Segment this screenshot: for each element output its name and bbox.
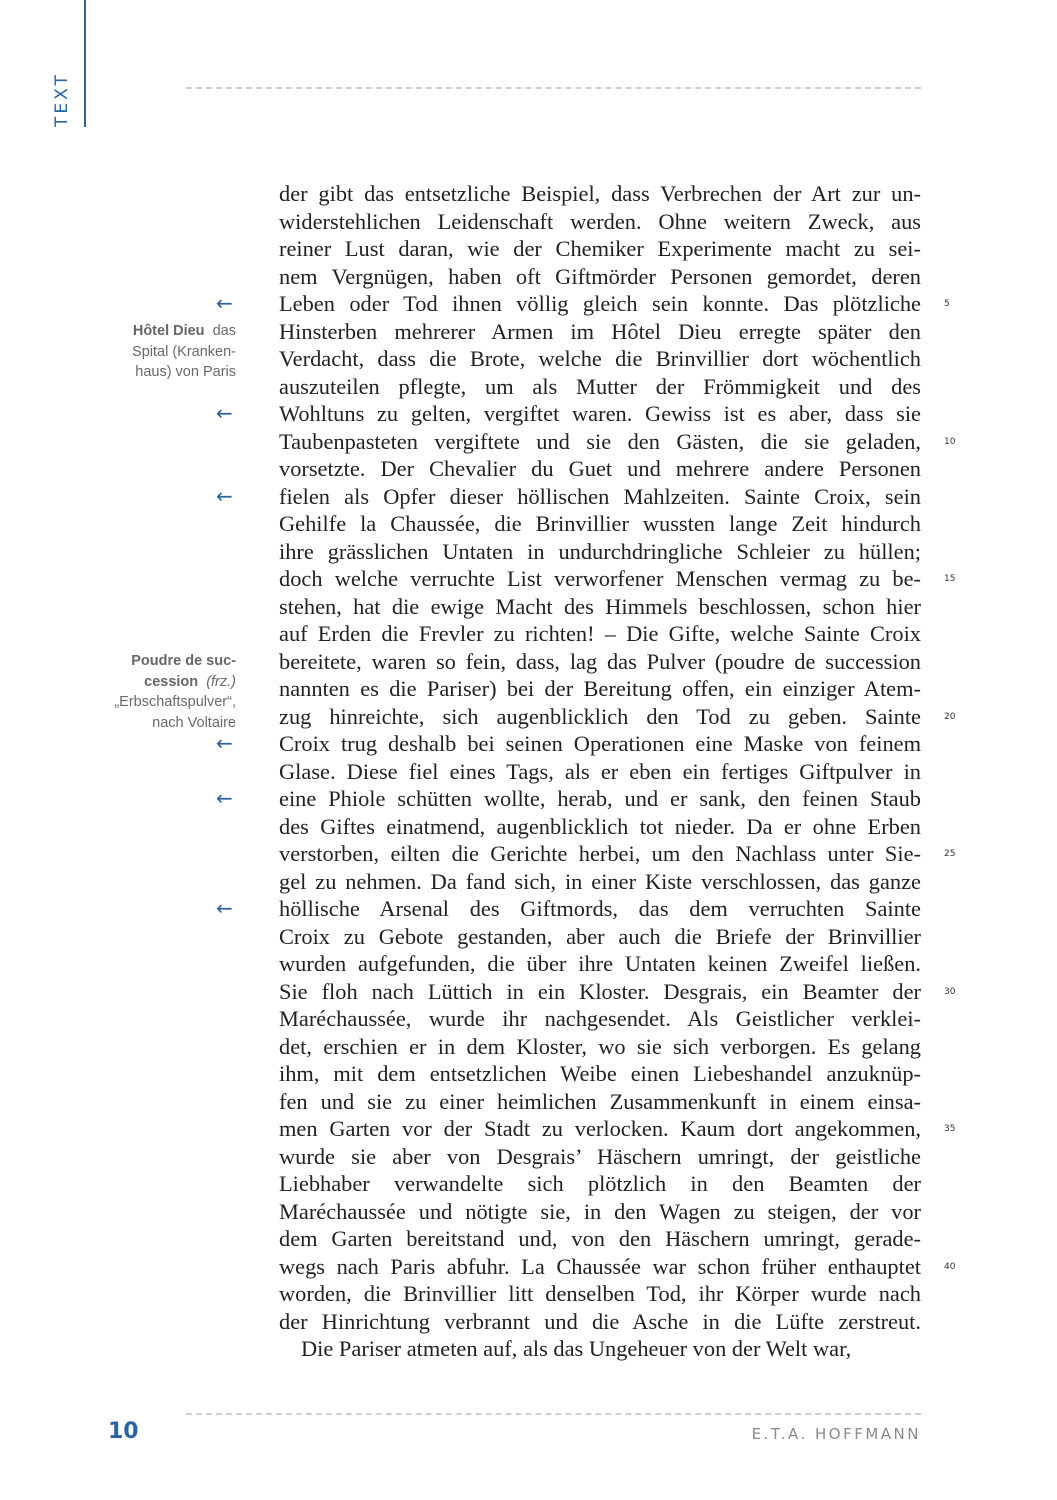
text-line: ihm, mit dem entsetzlichen Weibe einen Liebeshandel anzuknüp- [279, 1061, 921, 1086]
note-text: „Erbschaftspulver“, [114, 694, 236, 710]
line-number: 5 [944, 299, 950, 309]
text-line: Wohltuns zu gelten, vergiftet waren. Gewiss ist es aber, dass sie [279, 401, 921, 426]
text-line: det, erschien er in dem Kloster, wo sie sich verborgen. Es gelang [279, 1033, 921, 1059]
text-line: auf Erden die Frevler zu richten! – Die Gifte, welche Sainte Croix [279, 621, 921, 646]
left-arrow-icon: ← [216, 786, 233, 810]
note-term: Hôtel Dieu [132, 323, 205, 339]
text-line: Maréchaussée und nötigte sie, in den Wagen zu steigen, der vor [279, 1198, 921, 1224]
text-line: der gibt das entsetzliche Beispiel, dass Verbrechen der Art zur un- [279, 181, 921, 206]
text-line: Leben oder Tod ihnen völlig gleich sein konnte. Das plötzliche [279, 291, 921, 316]
text-line: reiner Lust daran, wie der Chemiker Experimente macht zu sei- [279, 236, 921, 261]
note-lang: (frz.) [206, 673, 236, 690]
note-text: das [212, 323, 236, 339]
text-line: eine Phiole schütten wollte, herab, und er sank, den feinen Staub [279, 786, 921, 811]
text-line: wegs nach Paris abfuhr. La Chaussée war schon früher enthauptet [279, 1253, 921, 1279]
text-line: widerstehlichen Leidenschaft werden. Ohne weitern Zweck, aus [279, 208, 921, 234]
note-term: Poudre de suc- [131, 653, 236, 669]
text-line: verstorben, eilten die Gerichte herbei, um den Nachlass unter Sie- [279, 841, 921, 866]
header-rule [84, 0, 86, 127]
text-line: men Garten vor der Stadt zu verlocken. Kaum dort angekommen, [279, 1116, 921, 1141]
line-number: 25 [944, 849, 956, 859]
text-line: der Hinrichtung verbrannt und die Asche in die Lüfte zerstreut. [279, 1308, 921, 1334]
text-line: Sie floh nach Lüttich in ein Kloster. Desgrais, ein Beamter der [279, 978, 921, 1004]
note-text: haus) von Paris [135, 364, 236, 380]
text-line: Croix trug deshalb bei seinen Operationen eine Maske von feinem [279, 731, 921, 756]
text-line: doch welche verruchte List verworfener Menschen vermag zu be- [279, 566, 921, 591]
text-line: zug hinreichte, sich augenblicklich den Tod zu geben. Sainte [279, 703, 921, 729]
note-text: nach Voltaire [152, 714, 236, 731]
top-dashed-divider [186, 87, 921, 89]
text-line: nannten es die Pariser) bei der Bereitung offen, ein einziger Atem- [279, 676, 921, 701]
text-line: wurde sie aber von Desgrais’ Häschern umringt, der geistliche [279, 1143, 921, 1169]
bottom-dashed-divider [186, 1413, 921, 1415]
text-line: ihre grässlichen Untaten in undurchdringliche Schleier zu hüllen; [279, 538, 921, 564]
left-arrow-icon: ← [216, 401, 233, 425]
running-footer-author: E.T.A. HOFFMANN [751, 1425, 921, 1443]
text-line: nem Vergnügen, haben oft Giftmörder Personen gemordet, deren [279, 263, 921, 289]
text-line: bereitete, waren so fein, dass, lag das Pulver (poudre de succession [279, 648, 921, 674]
note-term: cession [144, 673, 199, 690]
margin-note-poudre [114, 651, 236, 733]
text-line: Taubenpasteten vergiftete und sie den Gästen, die sie geladen, [279, 428, 921, 454]
line-number: 40 [944, 1261, 956, 1272]
text-line: dem Garten bereitstand und, von den Häschern umringt, gerade- [279, 1226, 921, 1251]
text-line: Liebhaber verwandelte sich plötzlich in den Beamten der [279, 1171, 921, 1196]
text-line: Croix zu Gebote gestanden, aber auch die Briefe der Brinvillier [279, 923, 921, 949]
text-line: Hinsterben mehrerer Armen im Hôtel Dieu erregte später den [279, 318, 921, 344]
line-number: 15 [944, 574, 956, 584]
margin-note-hotel-dieu [132, 321, 236, 383]
text-line: höllische Arsenal des Giftmords, das dem verruchten Sainte [279, 896, 921, 921]
line-number: 35 [944, 1124, 956, 1134]
left-arrow-icon: ← [216, 291, 233, 315]
text-line: stehen, hat die ewige Macht des Himmels beschlossen, schon hier [279, 593, 921, 619]
note-text: Spital (Kranken- [132, 343, 236, 360]
text-line: auszuteilen pflegte, um als Mutter der Frömmigkeit und des [279, 373, 921, 399]
text-line: Gehilfe la Chaussée, die Brinvillier wussten lange Zeit hindurch [279, 511, 921, 536]
text-line: des Giftes einatmend, augenblicklich tot nieder. Da er ohne Erben [279, 813, 921, 839]
text-line: worden, die Brinvillier litt denselben Tod, ihr Körper wurde nach [279, 1281, 921, 1306]
left-arrow-icon: ← [216, 731, 233, 755]
text-line: fielen als Opfer dieser höllischen Mahlzeiten. Sainte Croix, sein [279, 483, 921, 509]
left-arrow-icon: ← [216, 896, 233, 920]
text-line: Maréchaussée, wurde ihr nachgesendet. Als Geistlicher verklei- [279, 1006, 921, 1031]
line-number: 20 [944, 711, 956, 722]
page-number: 10 [108, 1419, 139, 1444]
text-line: Die Pariser atmeten auf, als das Ungeheuer von der Welt war, [301, 1336, 852, 1361]
line-number: 10 [944, 436, 956, 447]
text-line: vorsetzte. Der Chevalier du Guet und mehrere andere Personen [279, 456, 921, 481]
text-line: wurden aufgefunden, die über ihre Untaten keinen Zweifel ließen. [279, 951, 921, 976]
section-label: TEXT [52, 72, 72, 127]
body-text [279, 180, 921, 1363]
line-number: 30 [944, 986, 956, 997]
text-line: fen und sie zu einer heimlichen Zusammenkunft in einem einsa- [279, 1088, 921, 1114]
text-line: Verdacht, dass die Brote, welche die Brinvillier dort wöchentlich [279, 346, 921, 371]
left-arrow-icon: ← [216, 483, 233, 508]
text-line: gel zu nehmen. Da fand sich, in einer Kiste verschlossen, das ganze [279, 868, 921, 894]
text-line: Glase. Diese fiel eines Tags, als er eben ein fertiges Giftpulver in [279, 758, 921, 784]
